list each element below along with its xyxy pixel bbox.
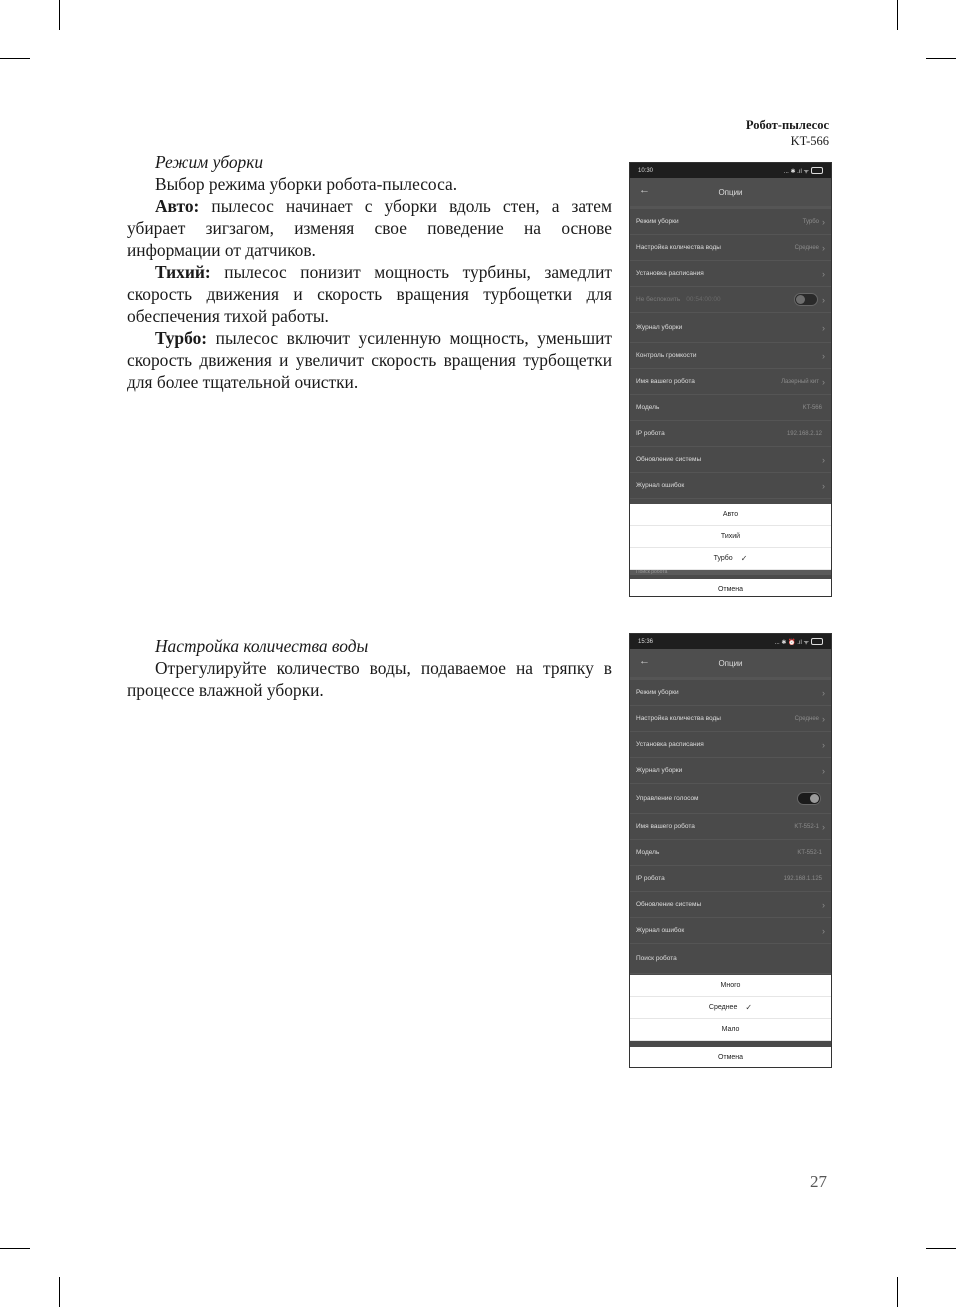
settings-row[interactable]: Установка расписания › [630,261,831,287]
settings-row[interactable]: Управление голосом [630,784,831,814]
dnd-toggle[interactable] [794,293,818,306]
status-time: 10:30 [638,167,654,174]
crop-mark [59,1277,60,1307]
crop-mark [926,1248,956,1249]
crop-mark [59,0,60,30]
settings-list [630,206,831,499]
app-bar [630,649,831,677]
battery-icon [811,638,823,645]
settings-row: Модель KT-552-1 [630,840,831,866]
settings-row[interactable]: Журнал ошибок › [630,918,831,944]
settings-row: IP робота 192.168.1.125 [630,866,831,892]
chevron-right-icon: › [822,899,825,910]
chevron-right-icon: › [822,821,825,832]
chevron-right-icon: › [822,925,825,936]
settings-row[interactable]: Настройка количества воды Среднее › [630,235,831,261]
checkmark-icon: ✓ [745,1003,753,1012]
settings-row[interactable]: Имя вашего робота KT-552-1 › [630,814,831,840]
status-bar [630,634,831,649]
page-number: 27 [810,1172,827,1191]
status-icons: ... ✱ .ıl ᯤ [784,167,823,175]
water-picker-sheet [630,975,831,1067]
back-arrow-icon[interactable]: ← [639,184,650,196]
settings-row[interactable]: Имя вашего робота Лазерный кит › [630,369,831,395]
settings-row[interactable]: Журнал уборки › [630,758,831,784]
chevron-right-icon: › [822,294,825,305]
chevron-right-icon: › [822,713,825,724]
chevron-right-icon: › [822,376,825,387]
term-text: пылесос понизит мощность турбины, замедлит скорость движения и скорость вращения турбощетки для обеспечения тихой работы. [127,262,612,326]
paragraph: Отрегулируйте количество воды, подаваемое на тряпку в процессе влажной уборки. [127,658,612,700]
option-turbo[interactable]: Турбо ✓ [630,548,831,570]
status-time: 15:36 [638,638,654,645]
mode-picker-sheet [630,504,831,597]
chevron-right-icon: › [822,216,825,227]
back-arrow-icon[interactable]: ← [639,655,650,667]
paragraph [127,261,612,327]
settings-row[interactable]: Режим уборки Турбо › [630,209,831,235]
chevron-right-icon: › [822,454,825,465]
chevron-right-icon: › [822,739,825,750]
chevron-right-icon: › [822,765,825,776]
cancel-button[interactable]: Отмена [630,1047,831,1067]
term-label: Турбо: [155,328,208,348]
settings-row[interactable]: Обновление системы › [630,892,831,918]
settings-row[interactable]: Настройка количества воды Среднее › [630,706,831,732]
chevron-right-icon: › [822,268,825,279]
term-label: Тихий: [155,262,211,282]
product-name: Робот-пылесос [745,118,829,132]
option-low[interactable]: Мало [630,1019,831,1041]
settings-row: IP робота 192.168.2.12 [630,421,831,447]
crop-mark [897,0,898,30]
cancel-button[interactable]: Отмена [630,579,831,597]
chevron-right-icon: › [822,350,825,361]
crop-mark [0,1248,30,1249]
screen-title: Опции [718,187,743,197]
status-icons: ... ✱ ⏰ .ıl ᯤ [775,638,823,646]
section-heading: Режим уборки [155,152,264,172]
hidden-row-peek: Поиск робота [630,570,831,575]
voice-control-toggle[interactable] [797,792,821,805]
term-text: пылесос начинает с уборки вдоль стен, а затем убирает зигзагом, изменяя свое поведение на основе информации от датчиков. [127,196,612,260]
settings-row[interactable]: Обновление системы › [630,447,831,473]
crop-mark [926,58,956,59]
settings-row: Модель KT-566 [630,395,831,421]
phone-screenshot-cleaning-mode [629,162,832,597]
term-label: Авто: [155,196,200,216]
dnd-time: 00:54:00:00 [686,296,721,303]
battery-icon [811,167,823,174]
option-high[interactable]: Много [630,975,831,997]
settings-row[interactable]: Контроль громкости › [630,343,831,369]
option-auto[interactable]: Авто [630,504,831,526]
screen-title: Опции [718,658,743,668]
chevron-right-icon: › [822,687,825,698]
paragraph [127,327,612,393]
settings-list [630,677,831,974]
settings-row[interactable]: Не беспокоить 00:54:00:00 › [630,287,831,313]
chevron-right-icon: › [822,480,825,491]
app-bar [630,178,831,206]
option-quiet[interactable]: Тихий [630,526,831,548]
section-water-amount [127,635,612,701]
settings-row[interactable]: Поиск робота [630,944,831,974]
chevron-right-icon: › [822,242,825,253]
term-text: пылесос включит усиленную мощность, уменьшит скорость движения и увеличит скорость вращения турбощетки для более тщательной очистки. [127,328,612,392]
option-medium[interactable]: Среднее ✓ [630,997,831,1019]
paragraph: Выбор режима уборки робота-пылесоса. [155,174,458,194]
status-bar [630,163,831,178]
settings-row[interactable]: Журнал уборки › [630,313,831,343]
settings-row[interactable]: Журнал ошибок › [630,473,831,499]
settings-row[interactable]: Режим уборки › [630,680,831,706]
product-model: KT-566 [790,134,829,148]
crop-mark [0,58,30,59]
settings-row[interactable]: Установка расписания › [630,732,831,758]
crop-mark [897,1277,898,1307]
section-heading: Настройка количества воды [155,636,369,656]
checkmark-icon: ✓ [740,554,748,563]
running-header [746,117,829,149]
phone-screenshot-water-amount [629,633,832,1068]
chevron-right-icon: › [822,322,825,333]
section-cleaning-mode [127,151,612,393]
paragraph [127,195,612,261]
